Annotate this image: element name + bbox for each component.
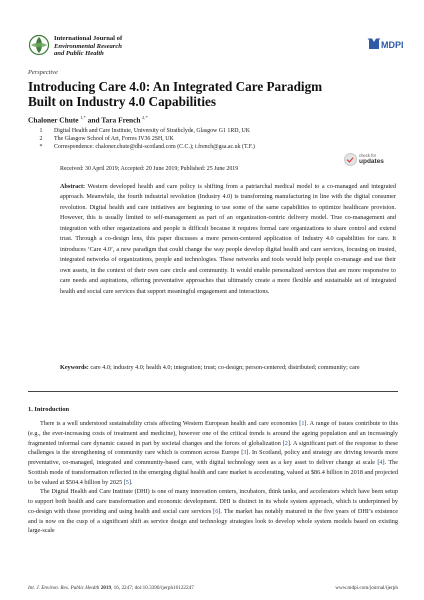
journal-name-line1: International Journal of xyxy=(54,35,123,42)
author-list xyxy=(28,115,148,124)
paragraph-text: ]. The Scottish mode of transformation reflected in the emerging digital health and care market is accelerating, valued at $86.4 billion in 2018 and projected to be valued at $504.4 billion by 2025 [ xyxy=(28,459,398,486)
footer-year: 2019 xyxy=(100,585,112,591)
paragraph-text: There is a well understood sustainability crisis affecting Western European health and care economies [ xyxy=(40,420,302,427)
journal-name-line3: and Public Health xyxy=(54,50,104,58)
body-text xyxy=(28,419,398,536)
journal-name-line2: Environmental Research xyxy=(54,42,122,50)
page-footer xyxy=(28,585,398,591)
affiliation-marker: * xyxy=(39,144,43,150)
article-type: Perspective xyxy=(28,69,58,76)
check-updates-icon xyxy=(344,153,357,166)
svg-text:MDPI: MDPI xyxy=(381,40,404,50)
paragraph-text: ]. In Scotland, policy and strategy are driving towards more preventative, co-managed, integrated and community-based care, with digital technology seen as a key asset to deliver change at scale [ xyxy=(28,449,398,466)
abstract xyxy=(60,182,396,297)
citation-link[interactable]: 6 xyxy=(215,507,219,515)
paragraph-text: ]. xyxy=(128,478,133,486)
citation-link[interactable]: 3 xyxy=(243,449,247,457)
author-name[interactable]: Chaloner Chute xyxy=(28,115,79,125)
keywords-text: care 4.0; industry 4.0; health 4.0; integration; trust; co-design; person-centered; distributed; community; care xyxy=(90,364,360,371)
check-for-updates-badge[interactable] xyxy=(344,152,394,168)
affiliation-row xyxy=(28,135,358,143)
check-updates-line1: check for xyxy=(359,153,376,158)
author-affiliation-marks: 1,* xyxy=(80,115,86,120)
affiliation-row xyxy=(28,127,358,135)
author-name[interactable]: Tara French xyxy=(101,115,141,125)
paragraph xyxy=(28,487,398,536)
journal-logo-icon xyxy=(28,34,50,56)
section-heading: 1. Introduction xyxy=(28,406,70,413)
keywords xyxy=(60,363,396,373)
article-title: Introducing Care 4.0: An Integrated Care Paradigm Built on Industry 4.0 Capabilities xyxy=(28,79,323,109)
paragraph-text: ]. The market has notably matured in the five years of DHI’s existence and is now on the cusp of a significant shift as service design and technology strategies look to develop whole system models based on existing large-scale xyxy=(28,507,399,535)
author-affiliation-marks: 2,* xyxy=(142,115,148,120)
paragraph-text: The Digital Health and Care Institute (DHI) is one of many innovation centers, incubators, think tanks, and accelerators which have been setup to support both health and care transformation and economic development. DHI is distinct in its whole system approach, which is underpinned by co-design with those providing and using health and social care services [ xyxy=(28,488,398,515)
journal-name xyxy=(54,35,204,58)
affiliation-marker: 1 xyxy=(39,128,43,134)
footer-journal: Int. J. Environ. Res. Public Health xyxy=(28,585,100,591)
affiliation-marker: 2 xyxy=(39,136,43,142)
check-updates-line2: updates xyxy=(359,158,384,165)
affiliation-text: Digital Health and Care Institute, University of Strathclyde, Glasgow G1 1RD, UK xyxy=(54,128,250,134)
citation-link[interactable]: 2 xyxy=(284,439,288,447)
publication-dates: Received: 30 April 2019; Accepted: 20 June 2019; Published: 25 June 2019 xyxy=(60,166,239,172)
abstract-text: Western developed health and care policy is shifting from a patriarchal medical model to a co-managed and integrated approach. Meanwhile, the fourth industrial revolution (Industry 4.0) is transforming manufacturing in line with the digital consumer revolution. Digital health and care initiatives are beginning to use some of the same capabilities to optimize healthcare provision. However, this is usually limited to self-management as part of an organization-centric delivery model. True co-management and integration with other organizations and people is difficult because it requires formal care organizations to share control and extend trust. Through a co-design lens, this paper discusses a more person-centered application of Industry 4.0 capabilities for care. It introduces ‘Care 4.0’, a new paradigm that could change the way people develop digital health and care services, focusing on trusted, integrated networks of organizations, people and technologies. These networks and tools would help people co-manage and use their own assets, in the context of their own care circle and community. It would enable personalized services that are more responsive to care needs and aspirations, offering preventative approaches that ultimately create a more flexible and sustainable set of integrated health and social care services that support meaningful engagement and interactions. xyxy=(60,183,397,295)
paragraph xyxy=(28,419,398,487)
affiliation-text: The Glasgow School of Art, Forres IV36 2SH, UK xyxy=(54,136,174,142)
citation-link[interactable]: 5 xyxy=(125,478,129,486)
citation-link[interactable]: 1 xyxy=(301,420,305,427)
section-divider xyxy=(28,391,398,392)
mdpi-logo-icon xyxy=(366,36,404,52)
footer-doi[interactable]: , 16, 2247; doi:10.3390/ijerph16122247 xyxy=(111,585,194,591)
paragraph-text: ]. A significant part of the response to these challenges is the strengthening of community care which is common across Europe [ xyxy=(28,439,398,457)
correspondence-row xyxy=(28,143,358,151)
author-joiner: and xyxy=(85,115,102,125)
footer-citation xyxy=(28,585,194,591)
correspondence-text[interactable]: Correspondence: chaloner.chute@dhi-scotland.com (C.C.); t.french@gsa.ac.uk (T.F.) xyxy=(54,144,255,150)
keywords-label: Keywords: xyxy=(60,364,89,371)
paragraph-text: ]. A range of issues contribute to this (e.g., the ever-increasing costs of treatment and medicine), however one of the critical trends is around the ageing population and an increasingly fragmented informal care dynamic caused in part by societal changes and the forces of globalization [ xyxy=(28,420,398,447)
affiliations xyxy=(28,127,358,151)
citation-link[interactable]: 4 xyxy=(379,459,383,466)
footer-url[interactable]: www.mdpi.com/journal/ijerph xyxy=(335,585,398,591)
abstract-label: Abstract: xyxy=(60,183,86,190)
